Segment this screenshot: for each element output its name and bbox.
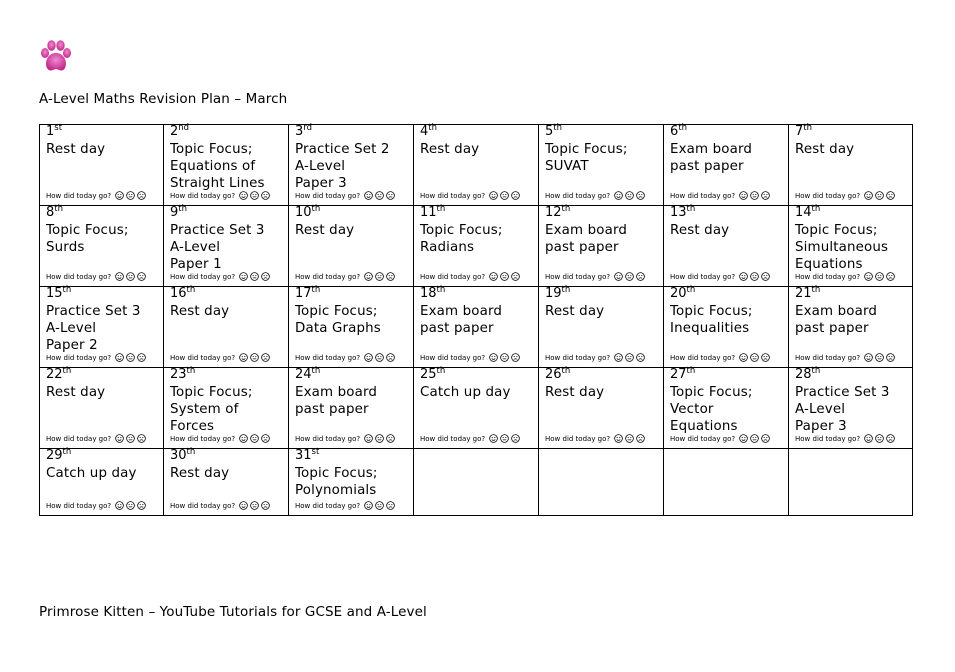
- smiley-face-icon: [489, 272, 498, 284]
- feedback-label: How did today go?: [670, 273, 736, 281]
- feedback-row: [46, 191, 146, 203]
- day-number: 6th: [670, 123, 688, 139]
- day-task: Practice Set 3 A-Level Paper 1: [170, 223, 265, 272]
- neutral-face-icon: [126, 272, 135, 284]
- day-task: Rest day: [795, 142, 855, 157]
- day-task: Topic Focus; System of Forces: [170, 385, 253, 434]
- neutral-face-icon: [250, 191, 259, 203]
- smiley-face-icon: [364, 191, 373, 203]
- day-number: 5th: [545, 123, 563, 139]
- feedback-label: How did today go?: [295, 502, 361, 510]
- feedback-label: How did today go?: [46, 192, 112, 200]
- day-task: Topic Focus; Inequalities: [670, 304, 753, 336]
- day-number: 2nd: [170, 123, 190, 139]
- smiley-face-icon: [739, 434, 748, 446]
- sad-face-icon: [511, 353, 520, 365]
- calendar-day-cell: [40, 287, 164, 368]
- smiley-face-icon: [239, 501, 248, 513]
- smiley-face-icon: [614, 272, 623, 284]
- sad-face-icon: [636, 272, 645, 284]
- feedback-label: How did today go?: [545, 192, 611, 200]
- day-number: 14th: [795, 204, 821, 220]
- feedback-label: How did today go?: [170, 273, 236, 281]
- feedback-row: [795, 353, 895, 365]
- feedback-label: How did today go?: [170, 435, 236, 443]
- neutral-face-icon: [500, 272, 509, 284]
- calendar-day-cell: [289, 125, 414, 206]
- day-number: 1st: [46, 123, 63, 139]
- neutral-face-icon: [625, 353, 634, 365]
- day-task: Topic Focus; Data Graphs: [295, 304, 381, 336]
- day-number: 21th: [795, 285, 821, 301]
- sad-face-icon: [137, 191, 146, 203]
- feedback-row: [295, 272, 395, 284]
- day-number: 13th: [670, 204, 696, 220]
- day-number: 10th: [295, 204, 321, 220]
- smiley-face-icon: [239, 353, 248, 365]
- sad-face-icon: [386, 191, 395, 203]
- neutral-face-icon: [375, 353, 384, 365]
- document-title: A-Level Maths Revision Plan – March: [39, 91, 288, 107]
- neutral-face-icon: [500, 353, 509, 365]
- neutral-face-icon: [126, 434, 135, 446]
- day-task: Rest day: [545, 304, 605, 319]
- neutral-face-icon: [375, 272, 384, 284]
- feedback-row: [545, 434, 645, 446]
- calendar-day-cell: [664, 206, 789, 287]
- calendar-empty-cell: [789, 449, 913, 516]
- day-task: Topic Focus; Simultaneous Equations: [795, 223, 889, 272]
- calendar-day-cell: [40, 125, 164, 206]
- smiley-face-icon: [364, 501, 373, 513]
- day-number: 24th: [295, 366, 321, 382]
- neutral-face-icon: [250, 353, 259, 365]
- feedback-row: [670, 191, 770, 203]
- sad-face-icon: [761, 434, 770, 446]
- sad-face-icon: [636, 434, 645, 446]
- feedback-row: [170, 501, 270, 513]
- sad-face-icon: [636, 191, 645, 203]
- paw-print-icon: [38, 38, 74, 74]
- day-task: Rest day: [545, 385, 605, 400]
- feedback-label: How did today go?: [795, 192, 861, 200]
- smiley-face-icon: [739, 191, 748, 203]
- calendar-day-cell: [164, 206, 289, 287]
- feedback-row: [170, 191, 270, 203]
- calendar-week-row: [40, 449, 913, 516]
- feedback-row: [420, 353, 520, 365]
- feedback-label: How did today go?: [295, 192, 361, 200]
- day-task: Exam board past paper: [420, 304, 503, 336]
- feedback-row: [795, 434, 895, 446]
- neutral-face-icon: [625, 434, 634, 446]
- feedback-label: How did today go?: [795, 273, 861, 281]
- day-task: Catch up day: [420, 385, 511, 400]
- day-number: 22th: [46, 366, 72, 382]
- feedback-label: How did today go?: [46, 502, 112, 510]
- smiley-face-icon: [864, 272, 873, 284]
- calendar-day-cell: [414, 125, 539, 206]
- sad-face-icon: [137, 434, 146, 446]
- feedback-row: [420, 191, 520, 203]
- smiley-face-icon: [364, 434, 373, 446]
- day-task: Catch up day: [46, 466, 137, 481]
- day-number: 7th: [795, 123, 813, 139]
- day-number: 19th: [545, 285, 571, 301]
- neutral-face-icon: [250, 434, 259, 446]
- day-task: Rest day: [295, 223, 355, 238]
- feedback-row: [795, 191, 895, 203]
- sad-face-icon: [137, 501, 146, 513]
- day-number: 31st: [295, 447, 320, 463]
- day-task: Exam board past paper: [670, 142, 753, 174]
- feedback-row: [545, 191, 645, 203]
- day-number: 25th: [420, 366, 446, 382]
- day-number: 11th: [420, 204, 446, 220]
- neutral-face-icon: [250, 272, 259, 284]
- feedback-row: [795, 272, 895, 284]
- sad-face-icon: [261, 272, 270, 284]
- calendar-day-cell: [40, 449, 164, 516]
- sad-face-icon: [261, 191, 270, 203]
- calendar-day-cell: [414, 368, 539, 449]
- neutral-face-icon: [500, 434, 509, 446]
- sad-face-icon: [386, 272, 395, 284]
- revision-calendar: [39, 124, 913, 516]
- feedback-label: How did today go?: [170, 502, 236, 510]
- feedback-label: How did today go?: [420, 354, 486, 362]
- smiley-face-icon: [489, 191, 498, 203]
- smiley-face-icon: [864, 191, 873, 203]
- calendar-day-cell: [664, 125, 789, 206]
- feedback-row: [670, 272, 770, 284]
- feedback-row: [545, 272, 645, 284]
- neutral-face-icon: [750, 434, 759, 446]
- day-task: Practice Set 3 A-Level Paper 2: [46, 304, 141, 353]
- sad-face-icon: [511, 191, 520, 203]
- day-number: 30th: [170, 447, 196, 463]
- calendar-day-cell: [40, 206, 164, 287]
- feedback-row: [295, 191, 395, 203]
- feedback-row: [295, 434, 395, 446]
- smiley-face-icon: [115, 434, 124, 446]
- calendar-week-row: [40, 206, 913, 287]
- neutral-face-icon: [250, 501, 259, 513]
- feedback-row: [670, 353, 770, 365]
- neutral-face-icon: [875, 191, 884, 203]
- calendar-day-cell: [164, 368, 289, 449]
- day-number: 28th: [795, 366, 821, 382]
- feedback-row: [46, 501, 146, 513]
- day-task: Rest day: [670, 223, 730, 238]
- day-number: 29th: [46, 447, 72, 463]
- smiley-face-icon: [614, 191, 623, 203]
- day-task: Topic Focus; Radians: [420, 223, 503, 255]
- neutral-face-icon: [625, 272, 634, 284]
- day-number: 27th: [670, 366, 696, 382]
- feedback-label: How did today go?: [795, 435, 861, 443]
- calendar-day-cell: [539, 368, 664, 449]
- neutral-face-icon: [875, 353, 884, 365]
- calendar-day-cell: [289, 449, 414, 516]
- day-task: Exam board past paper: [795, 304, 878, 336]
- smiley-face-icon: [115, 353, 124, 365]
- sad-face-icon: [511, 434, 520, 446]
- neutral-face-icon: [375, 191, 384, 203]
- smiley-face-icon: [614, 434, 623, 446]
- smiley-face-icon: [115, 501, 124, 513]
- smiley-face-icon: [489, 434, 498, 446]
- sad-face-icon: [761, 272, 770, 284]
- neutral-face-icon: [875, 272, 884, 284]
- day-number: 8th: [46, 204, 64, 220]
- day-task: Topic Focus; Vector Equations: [670, 385, 753, 434]
- footer-text: Primrose Kitten – YouTube Tutorials for GCSE and A-Level: [39, 604, 427, 620]
- feedback-label: How did today go?: [795, 354, 861, 362]
- smiley-face-icon: [739, 272, 748, 284]
- calendar-day-cell: [789, 287, 913, 368]
- feedback-row: [46, 434, 146, 446]
- day-number: 4th: [420, 123, 438, 139]
- day-task: Rest day: [46, 385, 106, 400]
- feedback-row: [295, 501, 395, 513]
- day-number: 20th: [670, 285, 696, 301]
- neutral-face-icon: [126, 353, 135, 365]
- sad-face-icon: [137, 353, 146, 365]
- calendar-day-cell: [664, 287, 789, 368]
- sad-face-icon: [261, 434, 270, 446]
- day-task: Rest day: [46, 142, 106, 157]
- feedback-label: How did today go?: [670, 354, 736, 362]
- day-task: Topic Focus; SUVAT: [545, 142, 628, 174]
- calendar-empty-cell: [539, 449, 664, 516]
- feedback-row: [170, 353, 270, 365]
- calendar-day-cell: [414, 206, 539, 287]
- feedback-row: [295, 353, 395, 365]
- day-task: Rest day: [420, 142, 480, 157]
- calendar-day-cell: [289, 287, 414, 368]
- day-number: 15th: [46, 285, 72, 301]
- calendar-day-cell: [789, 125, 913, 206]
- neutral-face-icon: [875, 434, 884, 446]
- calendar-day-cell: [289, 206, 414, 287]
- sad-face-icon: [761, 191, 770, 203]
- day-task: Practice Set 2 A-Level Paper 3: [295, 142, 390, 191]
- feedback-row: [670, 434, 770, 446]
- feedback-row: [170, 434, 270, 446]
- sad-face-icon: [137, 272, 146, 284]
- feedback-row: [545, 353, 645, 365]
- day-number: 23th: [170, 366, 196, 382]
- calendar-day-cell: [164, 125, 289, 206]
- smiley-face-icon: [115, 191, 124, 203]
- feedback-row: [46, 353, 146, 365]
- sad-face-icon: [636, 353, 645, 365]
- feedback-label: How did today go?: [420, 435, 486, 443]
- sad-face-icon: [511, 272, 520, 284]
- sad-face-icon: [261, 501, 270, 513]
- smiley-face-icon: [115, 272, 124, 284]
- day-number: 12th: [545, 204, 571, 220]
- calendar-day-cell: [414, 287, 539, 368]
- neutral-face-icon: [500, 191, 509, 203]
- day-number: 18th: [420, 285, 446, 301]
- calendar-day-cell: [40, 368, 164, 449]
- smiley-face-icon: [239, 191, 248, 203]
- day-task: Practice Set 3 A-Level Paper 3: [795, 385, 890, 434]
- sad-face-icon: [386, 353, 395, 365]
- calendar-day-cell: [164, 287, 289, 368]
- feedback-label: How did today go?: [545, 435, 611, 443]
- day-task: Rest day: [170, 466, 230, 481]
- day-number: 9th: [170, 204, 188, 220]
- calendar-day-cell: [664, 368, 789, 449]
- feedback-label: How did today go?: [46, 435, 112, 443]
- calendar-week-row: [40, 368, 913, 449]
- feedback-label: How did today go?: [670, 192, 736, 200]
- feedback-label: How did today go?: [295, 273, 361, 281]
- feedback-label: How did today go?: [295, 354, 361, 362]
- smiley-face-icon: [364, 272, 373, 284]
- feedback-row: [170, 272, 270, 284]
- feedback-label: How did today go?: [420, 273, 486, 281]
- neutral-face-icon: [126, 501, 135, 513]
- neutral-face-icon: [375, 434, 384, 446]
- feedback-label: How did today go?: [170, 354, 236, 362]
- calendar-day-cell: [539, 287, 664, 368]
- sad-face-icon: [261, 353, 270, 365]
- sad-face-icon: [386, 434, 395, 446]
- neutral-face-icon: [375, 501, 384, 513]
- calendar-day-cell: [789, 206, 913, 287]
- neutral-face-icon: [750, 353, 759, 365]
- calendar-empty-cell: [664, 449, 789, 516]
- sad-face-icon: [886, 191, 895, 203]
- day-task: Topic Focus; Surds: [46, 223, 129, 255]
- smiley-face-icon: [739, 353, 748, 365]
- neutral-face-icon: [126, 191, 135, 203]
- feedback-label: How did today go?: [545, 273, 611, 281]
- smiley-face-icon: [239, 434, 248, 446]
- smiley-face-icon: [864, 434, 873, 446]
- smiley-face-icon: [489, 353, 498, 365]
- feedback-label: How did today go?: [420, 192, 486, 200]
- day-task: Rest day: [170, 304, 230, 319]
- feedback-label: How did today go?: [46, 273, 112, 281]
- feedback-label: How did today go?: [295, 435, 361, 443]
- day-number: 16th: [170, 285, 196, 301]
- day-number: 17th: [295, 285, 321, 301]
- calendar-day-cell: [789, 368, 913, 449]
- sad-face-icon: [886, 434, 895, 446]
- feedback-row: [420, 272, 520, 284]
- calendar-day-cell: [539, 206, 664, 287]
- day-task: Exam board past paper: [295, 385, 378, 417]
- neutral-face-icon: [625, 191, 634, 203]
- smiley-face-icon: [614, 353, 623, 365]
- calendar-day-cell: [164, 449, 289, 516]
- day-number: 26th: [545, 366, 571, 382]
- sad-face-icon: [386, 501, 395, 513]
- calendar-week-row: [40, 125, 913, 206]
- sad-face-icon: [886, 353, 895, 365]
- feedback-label: How did today go?: [170, 192, 236, 200]
- sad-face-icon: [886, 272, 895, 284]
- sad-face-icon: [761, 353, 770, 365]
- feedback-label: How did today go?: [46, 354, 112, 362]
- neutral-face-icon: [750, 191, 759, 203]
- calendar-week-row: [40, 287, 913, 368]
- smiley-face-icon: [239, 272, 248, 284]
- smiley-face-icon: [864, 353, 873, 365]
- feedback-row: [46, 272, 146, 284]
- feedback-label: How did today go?: [670, 435, 736, 443]
- feedback-label: How did today go?: [545, 354, 611, 362]
- feedback-row: [420, 434, 520, 446]
- smiley-face-icon: [364, 353, 373, 365]
- day-task: Topic Focus; Equations of Straight Lines: [170, 142, 265, 191]
- day-task: Exam board past paper: [545, 223, 628, 255]
- calendar-day-cell: [539, 125, 664, 206]
- neutral-face-icon: [750, 272, 759, 284]
- calendar-empty-cell: [414, 449, 539, 516]
- calendar-day-cell: [289, 368, 414, 449]
- day-number: 3rd: [295, 123, 313, 139]
- day-task: Topic Focus; Polynomials: [295, 466, 378, 498]
